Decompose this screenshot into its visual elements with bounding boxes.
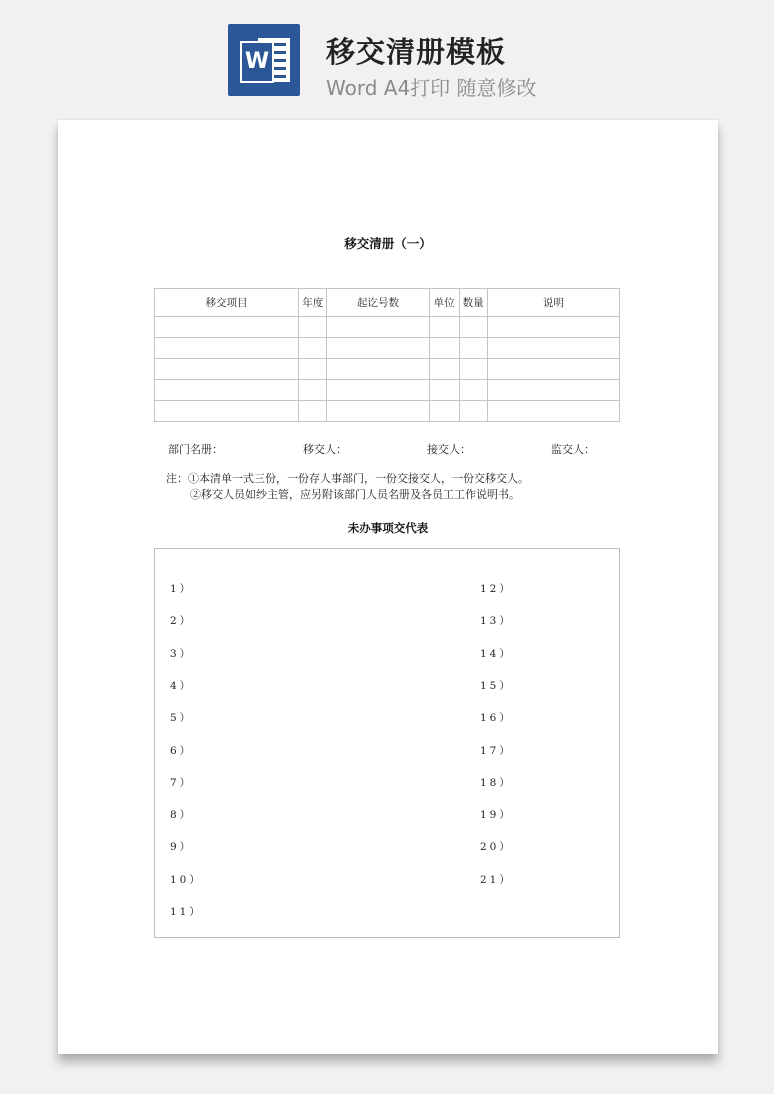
table-cell <box>429 317 459 338</box>
header-description: 说明 <box>487 289 619 317</box>
pending-item: 21） <box>480 873 513 886</box>
pending-item: 10） <box>170 873 203 886</box>
document-page <box>58 120 718 1054</box>
table-cell <box>459 359 487 380</box>
transfer-table <box>154 288 620 422</box>
pending-item: 8） <box>170 809 194 822</box>
table-cell <box>327 338 429 359</box>
table-cell <box>327 317 429 338</box>
table-cell <box>429 338 459 359</box>
pending-item: 14） <box>480 647 513 660</box>
table-cell <box>459 317 487 338</box>
table-cell <box>155 317 299 338</box>
pending-item: 7） <box>170 776 194 789</box>
table-cell <box>459 401 487 422</box>
table-cell <box>299 380 327 401</box>
table-cell <box>487 338 619 359</box>
signature-row <box>58 441 718 457</box>
table-row <box>155 359 620 380</box>
pending-item: 1） <box>170 583 194 595</box>
supervisor-label: 监交人： <box>551 443 595 456</box>
table-row <box>155 317 620 338</box>
pending-item: 12） <box>480 583 513 595</box>
table-cell <box>429 359 459 380</box>
pending-item: 11） <box>170 906 203 918</box>
table-row <box>155 338 620 359</box>
note-line-2: ②移交人员如纱主管，应另附该部门人员名册及各员工工作说明书。 <box>190 488 520 501</box>
banner-subtitle: Word A4打印 随意修改 <box>326 76 537 100</box>
banner-title: 移交清册模板 <box>326 35 507 69</box>
table-cell <box>155 380 299 401</box>
pending-item: 5） <box>170 712 194 725</box>
pending-item: 18） <box>480 776 513 789</box>
pending-item: 13） <box>480 615 513 628</box>
banner <box>0 0 774 110</box>
pending-item: 15） <box>480 679 513 692</box>
header-unit: 单位 <box>429 289 459 317</box>
receiver-label: 接交人： <box>427 443 471 456</box>
table-cell <box>299 338 327 359</box>
document-title: 移交清册（一） <box>344 236 432 251</box>
pending-item: 6） <box>170 744 194 757</box>
table-body <box>155 317 620 422</box>
pending-item: 2） <box>170 615 194 628</box>
pending-item: 20） <box>480 841 513 854</box>
note-line-1: 注：①本清单一式三份，一份存人事部门，一份交接交人，一份交移交人。 <box>166 472 529 485</box>
word-logo-icon <box>228 24 300 96</box>
pending-item: 19） <box>480 809 513 822</box>
word-letter: W <box>240 41 274 83</box>
pending-title: 未办事项交代表 <box>347 521 429 535</box>
table-row <box>155 380 620 401</box>
table-cell <box>487 359 619 380</box>
table-cell <box>459 380 487 401</box>
table-header-row <box>155 289 620 317</box>
table-cell <box>155 401 299 422</box>
table-cell <box>487 317 619 338</box>
table-cell <box>429 401 459 422</box>
table-cell <box>459 338 487 359</box>
transferor-label: 移交人： <box>303 443 347 456</box>
header-item: 移交项目 <box>155 289 299 317</box>
table-row <box>155 401 620 422</box>
table-cell <box>327 359 429 380</box>
dept-roster-label: 部门名册： <box>168 443 223 456</box>
table-cell <box>327 380 429 401</box>
table-cell <box>487 401 619 422</box>
header-year: 年度 <box>299 289 327 317</box>
pending-item: 4） <box>170 679 194 692</box>
pending-item: 9） <box>170 841 194 854</box>
table-cell <box>299 359 327 380</box>
table-cell <box>299 401 327 422</box>
pending-item: 16） <box>480 712 513 725</box>
note <box>166 471 529 503</box>
pending-item: 17） <box>480 744 513 757</box>
pending-items-box <box>154 548 620 938</box>
table-cell <box>327 401 429 422</box>
header-quantity: 数量 <box>459 289 487 317</box>
table-cell <box>155 338 299 359</box>
pending-item: 3） <box>170 647 194 660</box>
table-cell <box>487 380 619 401</box>
header-number-range: 起讫号数 <box>327 289 429 317</box>
table-cell <box>429 380 459 401</box>
table-cell <box>155 359 299 380</box>
table-cell <box>299 317 327 338</box>
